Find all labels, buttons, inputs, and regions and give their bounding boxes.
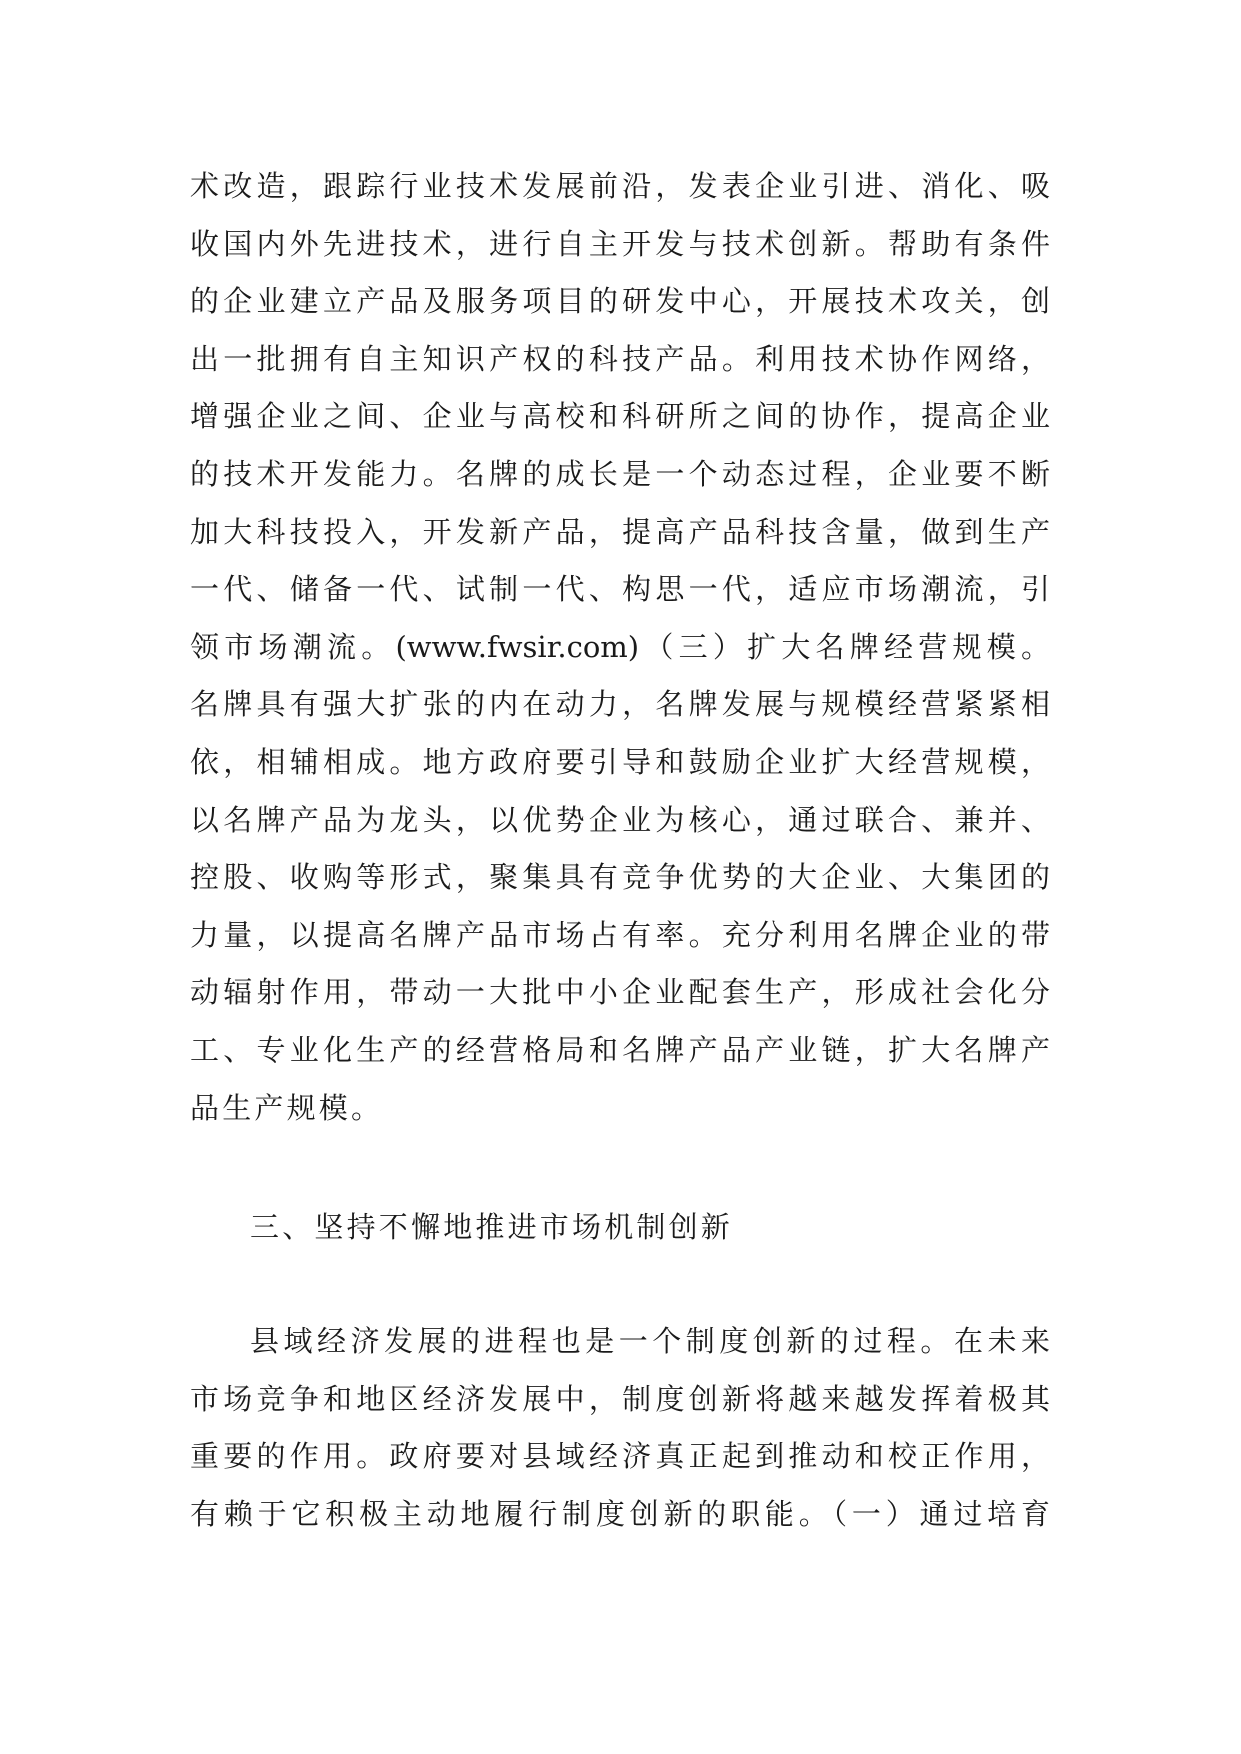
text-line: 术改造，跟踪行业技术发展前沿，发表企业引进、消化、吸 bbox=[190, 169, 1050, 203]
text-line: 有赖于它积极主动地履行制度创新的职能。（一）通过培育 bbox=[190, 1496, 1050, 1531]
text-line: 增强企业之间、企业与高校和科研所之间的协作，提高企业 bbox=[190, 399, 1050, 434]
text-line: 一代、储备一代、试制一代、构思一代，适应市场潮流，引 bbox=[190, 572, 1050, 607]
text-line: 动辐射作用，带动一大批中小企业配套生产，形成社会化分 bbox=[190, 975, 1050, 1010]
text-line: 重要的作用。政府要对县域经济真正起到推动和校正作用， bbox=[190, 1439, 1050, 1474]
text-line: 市场竞争和地区经济发展中，制度创新将越来越发挥着极其 bbox=[190, 1381, 1050, 1416]
text-line: 加大科技投入，开发新产品，提高产品科技含量，做到生产 bbox=[190, 514, 1050, 549]
text-line: 力量，以提高名牌产品市场占有率。充分利用名牌企业的带 bbox=[190, 917, 1050, 952]
text-line: 以名牌产品为龙头，以优势企业为核心，通过联合、兼并、 bbox=[190, 802, 1050, 837]
text-line: 品生产规模。 bbox=[190, 1090, 384, 1125]
text-line: 控股、收购等形式，聚集具有竞争优势的大企业、大集团的 bbox=[190, 860, 1050, 895]
text-line: 工、专业化生产的经营格局和名牌产品产业链，扩大名牌产 bbox=[190, 1032, 1050, 1067]
text-line: 领市场潮流。(www.fwsir.com)（三）扩大名牌经营规模。 bbox=[190, 629, 1050, 664]
text-line: 县域经济发展的进程也是一个制度创新的过程。在未来 bbox=[250, 1324, 1050, 1358]
text-line: 出一批拥有自主知识产权的科技产品。利用技术协作网络， bbox=[190, 341, 1050, 376]
text-line: 的企业建立产品及服务项目的研发中心，开展技术攻关，创 bbox=[190, 284, 1050, 319]
body-paragraph bbox=[190, 158, 1050, 1137]
text-line: 收国内外先进技术，进行自主开发与技术创新。帮助有条件 bbox=[190, 226, 1050, 261]
section-heading: 三、坚持不懈地推进市场机制创新 bbox=[250, 1210, 734, 1244]
text-line: 的技术开发能力。名牌的成长是一个动态过程，企业要不断 bbox=[190, 456, 1050, 491]
text-line: 依，相辅相成。地方政府要引导和鼓励企业扩大经营规模， bbox=[190, 744, 1050, 779]
body-paragraph bbox=[190, 1313, 1050, 1543]
text-line: 名牌具有强大扩张的内在动力，名牌发展与规模经营紧紧相 bbox=[190, 687, 1050, 722]
